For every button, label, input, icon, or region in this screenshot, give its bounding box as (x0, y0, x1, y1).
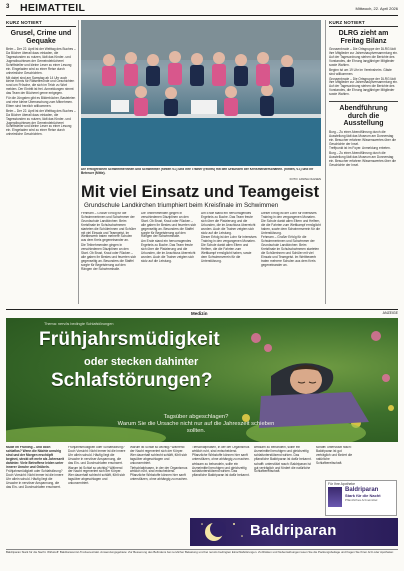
brief-paragraph: Burg – Zu einer Abendführung durch die Ausstellung lädt das Museum am Donnerstag ein. Besucher erfahren Wissenswertes über die Geschichte der Insel. (329, 151, 396, 168)
article-column-4 (261, 212, 321, 304)
ad-footnote: Baldriparan Stark für die Nacht. Wirkstoff: Baldrianwurzel-Trockenextrakt. Anwendungsgebiete: Zur Besserung des Befindens bei nervlicher Belastung und bei nervös bedingten Einschlafstörungen. Zu Risiken und Nebenwirkungen lesen Sie die Packungsbeilage und fragen Sie Ihren Arzt oder Apotheker. (6, 549, 398, 569)
ad-section-label: Medizin (191, 311, 208, 316)
brief-paragraph: Beim – Der 22. April ist der Welttag des Buches – Da Bücher überall dazu einladen, die Tagesstunden zu nutzen, lädt das Kinder- und Jugendbuchteam der Gemeindebücherei Schriftsteller und kleine Leser zu einer Lesung ein. Eingeladen wird zu einer Reise durch unheimliche Geschichten. (6, 47, 76, 75)
product-box-line1: Für Ihre Apotheke (328, 482, 355, 486)
brief-body-2 (329, 131, 398, 168)
ad-hero (6, 318, 398, 442)
brief-headline-2: Abendführung durch die Ausstellung (329, 101, 398, 128)
product-box (325, 480, 397, 516)
ad-tagline-line2: Warum Sie die Ursache nicht nur auf die Jahreszeit schieben sollten. (117, 421, 275, 434)
brief-headline: Grusel, Crime und Gequake (10, 30, 72, 45)
product-pack-icon (328, 487, 342, 507)
ad-paragraph: schafft: unterstützt rasch: Baldriparan ist gut verträglich und fördert die natürliche Schlafbereitschaft. (254, 461, 311, 474)
article-column-3 (201, 212, 257, 304)
brief-paragraph: Treffpunkt ist im Foyer. Anmeldung erbeten. (329, 146, 391, 151)
left-brief-column (6, 20, 76, 305)
page-number: 3 (6, 4, 10, 10)
ad-label-row (6, 309, 398, 318)
ad-column-2 (68, 446, 126, 546)
ad-paragraph: Frühjahrsmüdigkeit oder Schlafstörung? Doch Vorsicht: Nicht immer ist die innere Uhr allein schuld. Häufig liegt die Ursache in nervöser Anspannung, die das Ein- und Durchschlafen erschwert. (6, 469, 64, 490)
article-paragraph: Die Teilnehmenden gingen in verschiedenen Disziplinen an den Start. Ob Brust, Kraul oder Rücken – alle gaben ihr Bestes und feuerten sich gegenseitig an. Besonders die Staffel sorgte für Begeisterung auf den Rängen der Schwimmhalle. (141, 212, 197, 239)
page-header (6, 2, 398, 15)
ad-title-line2: oder stecken dahinter (84, 356, 199, 368)
brief-paragraph: Beim – Der 22. April ist der Welttag des Buches – Da Bücher überall dazu einladen, die Tagesstunden zu nutzen, lädt das Kinder- und Jugendbuchteam der Gemeindebücherei Schriftsteller und kleine Leser zu einer Lesung ein. Eingeladen wird zu einer Reise durch unheimliche Geschichten. (6, 108, 76, 137)
dateline: Mittwoch, 22. April 2026 (355, 6, 398, 11)
article-column-1 (81, 212, 137, 304)
ad-title: Frühjahrsmüdigkeit (39, 329, 220, 350)
article-subheadline: Grundschule Landkirchen triumphiert beim Kreisfinale im Schwimmen (84, 202, 279, 209)
brief-body (329, 48, 398, 97)
right-brief-column (329, 20, 398, 305)
product-box-line2: Stark für die Nacht (345, 493, 381, 498)
brief-paragraph: Beginn ist um 19 Uhr im Vereinsheim. Gäste sind willkommen. (329, 67, 392, 76)
article-paragraph: Fehmarn – Großer Erfolg für die Schwimmerinnen und Schwimmer der Grundschule Landkirchen: Beim Kreisfinale im Schulschwimmen starteten die Schülerinnen und Schüler mit viel Einsatz und Teamgeist. Im Wettbewerb traten mehrere Schulen aus dem Kreis gegeneinander an. (261, 235, 320, 267)
article-headline: Mit viel Einsatz und Teamgeist (81, 183, 320, 201)
caption-text: Die erfolgreichen Schwimmerinnen und Schwimmer (hinten v.l.) und ihre Trainer (rechts) mit den Urkunden der Kreismeisterschaften. (hinten, v.l.) und ihr Betreuer (Mitte). (81, 168, 314, 175)
brief-label: KURZ NOTIERT (6, 20, 76, 27)
article-paragraph: Dieser Erfolg ist der Lohn für intensives Training in den vergangenen Monaten. Die Schule dankt allen Eltern und Helfern, die die Fahrten zum Wettkampf ermöglicht haben, sowie dem Schwimmverein für die Unterstützung. (201, 235, 257, 263)
column-divider (78, 20, 79, 304)
brand-banner-name: Baldriparan (250, 522, 337, 539)
article-paragraph: Am Ende stand ein hervorragendes Ergebnis zu Buche. Das Team freute sich über die Platzierung und die Urkunden, die im Anschluss überreicht wurden. Auch die Trainer zeigten sich stolz auf die Leistung. (141, 239, 196, 263)
ad-paragraph: wirksam zu behandeln, sollte ein Arzneimittel beruhigen und gleichzeitig schlafunterstützend wirken. Das pflanzliche Baldriparan ist dafür bekannt. (192, 461, 250, 478)
ad-paragraph: wirksam zu behandeln, sollte ein Arzneimittel beruhigen und gleichzeitig schlafunterstützend wirken. Das pflanzliche Baldriparan ist dafür bekannt. (254, 446, 312, 461)
brief-paragraph: Für die Jüngsten gibt es Bilderbücher, Basteleien und eine kleine Überraschung zum Mitnehmen. Eltern sind herzlich willkommen. (6, 96, 76, 108)
brief-headline: DLRG zieht am Freitag Bilanz (338, 30, 389, 45)
ad-paragraph: Warum ist Schlaf so wichtig? Während der Nacht regeneriert sich der Körper. Wer dauerhaft schlecht schläft, fühlt sich tagsüber abgeschlagen und unkonzentriert. (130, 446, 188, 465)
ad-paragraph: schafft: unterstützt rasch: Baldriparan ist gut verträglich und fördert die natürliche Schlafbereitschaft. (316, 446, 353, 465)
photo-illustration (81, 20, 321, 166)
ad-tagline (116, 414, 276, 435)
article-paragraph: Am Ende stand ein hervorragendes Ergebnis zu Buche. Das Team freute sich über die Platzierung und die Urkunden, die im Anschluss überreicht wurden. Auch die Trainer zeigten sich stolz auf die Leistung. (201, 212, 256, 235)
brief-paragraph: Grossenbrode – Die Ortsgruppe der DLRG lädt ihre Mitglieder zur Jahreshauptversammlung ein. Auf der Tagesordnung stehen die Berichte des Vorstandes, die Ehrung langjähriger Mitglieder sowie Wahlen. (329, 47, 398, 67)
ad-marker: ANZEIGE (382, 311, 398, 315)
ad-paragraph: Frühjahrsmüdigkeit oder Schlafstörung? Doch Vorsicht: Nicht immer ist die innere Uhr allein schuld. Häufig liegt die Ursache in nervöser Anspannung, die das Ein- und Durchschlafen erschwert. (68, 446, 126, 465)
ad-kicker: Thema: nervös bedingte Schlafstörungen (44, 322, 114, 326)
article-paragraph: Fehmarn – Großer Erfolg für die Schwimmerinnen und Schwimmer der Grundschule Landkirchen: Beim Kreisfinale im Schulschwimmen starteten die Schülerinnen und Schüler mit viel Einsatz und Teamgeist. Im Wettbewerb traten mehrere Schulen aus dem Kreis gegeneinander an. (81, 212, 136, 243)
brief-paragraph: Grossenbrode – Die Ortsgruppe der DLRG lädt ihre Mitglieder zur Jahreshauptversammlung ein. Auf der Tagesordnung stehen die Berichte des Vorstandes, die Ehrung langjähriger Mitglieder sowie Wahlen. (329, 76, 398, 97)
brand-banner (190, 518, 398, 546)
ad-paragraph: Tiefschlafphasen, in der der Organismus wirklich ruht, sind entscheidend. Pflanzliche Wirkstoffe können hier sanft unterstützen, ohne abhängig zu machen. (130, 465, 188, 482)
ad-column-3 (130, 446, 188, 516)
article-paragraph: Dieser Erfolg ist der Lohn für intensives Training in den vergangenen Monaten. Die Schule dankt allen Eltern und Helfern, die die Fahrten zum Wettkampf ermöglicht haben, sowie dem Schwimmverein für die Unterstützung. (261, 212, 321, 235)
ad-paragraph: Tiefschlafphasen, in der der Organismus wirklich ruht, sind entscheidend. Pflanzliche Wirkstoffe können hier sanft unterstützen, ohne abhängig zu machen. (192, 446, 250, 461)
article-paragraph: Die Teilnehmenden gingen in verschiedenen Disziplinen an den Start. Ob Brust, Kraul oder Rücken – alle gaben ihr Bestes und feuerten sich gegenseitig an. Besonders die Staffel sorgte für Begeisterung auf den Rängen der Schwimmhalle. (81, 243, 137, 271)
column-divider (325, 20, 326, 304)
photo-credit: FOTO: JANINA OHLSEN (289, 177, 321, 181)
product-box-sub: Pflanzliches Arzneimittel (345, 498, 378, 502)
product-box-content (326, 487, 396, 507)
ad-paragraph: Müde im Frühling – und doch schlaflos? Wenn die Nächte unruhig sind und der Morgen erschöpft beginnt, steckt oft mehr als Jahreszeit dahinter. Viele Betroffene leiden unter innerer Unruhe und Grübeln. (6, 446, 64, 469)
ad-column-1 (6, 446, 64, 546)
article-column-2 (141, 212, 197, 304)
ad-paragraph: Warum ist Schlaf so wichtig? Während der Nacht regeneriert sich der Körper. Wer dauerhaft schlecht schläft, fühlt sich tagsüber abgeschlagen und unkonzentriert. (68, 465, 126, 486)
ad-column-4 (192, 446, 250, 516)
brief-paragraph: Mit dabei sind am Samstag ab 14 Uhr auch kleine Krimis für Rätselfreunde und Geschichten rund um Frösche, die sich im Teich zu Wort melden. Der Eintritt ist frei. Anmeldungen nimmt das Team der Bücherei gerne entgegen. (6, 75, 75, 96)
product-box-brand: Baldriparan (345, 487, 379, 493)
ad-column-5 (254, 446, 312, 516)
ad-title-line3: Schlafstörungen? (51, 370, 213, 391)
brief-body (6, 48, 76, 137)
section-title: HEIMATTEIL (20, 2, 86, 14)
brief-paragraph: Burg – Zu einer Abendführung durch die Ausstellung lädt das Museum am Donnerstag ein. Besucher erfahren Wissenswertes über die Geschichte der Insel. (329, 129, 396, 146)
photo-caption (81, 168, 321, 178)
brief-label: KURZ NOTIERT (329, 20, 398, 27)
ad-tagline-line1: Tagsüber abgeschlagen? (163, 414, 229, 420)
team-photo (81, 20, 321, 166)
header-rule (6, 15, 398, 16)
